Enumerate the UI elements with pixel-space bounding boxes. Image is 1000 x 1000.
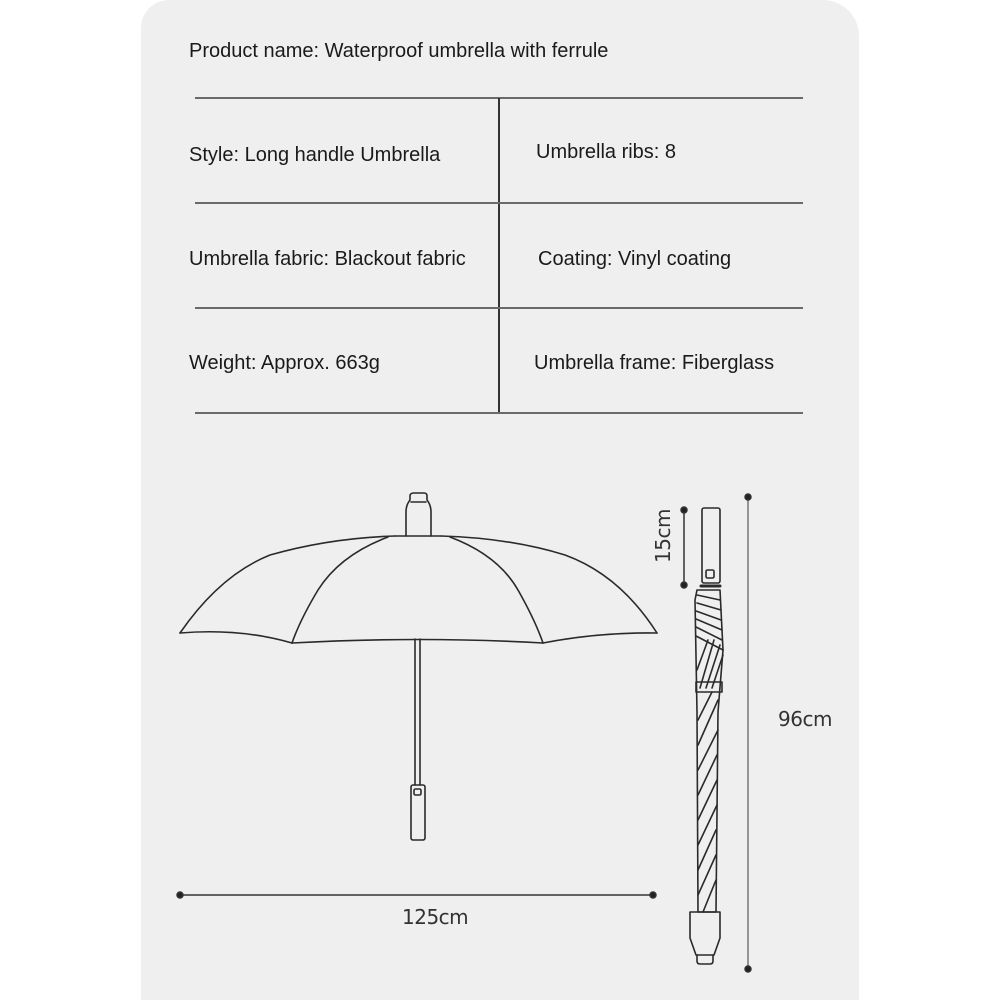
shaft-icon <box>415 639 420 785</box>
spec-style: Style: Long handle Umbrella <box>189 144 441 166</box>
spec-ribs: Umbrella ribs: 8 <box>536 141 677 163</box>
spec-frame: Umbrella frame: Fiberglass <box>534 352 775 374</box>
open-canopy-icon <box>180 536 657 643</box>
spec-coating: Coating: Vinyl coating <box>538 248 732 270</box>
closed-umbrella-icon <box>690 508 723 964</box>
spec-fabric: Umbrella fabric: Blackout fabric <box>189 248 466 270</box>
length-dimension-line <box>745 494 751 972</box>
handle-icon <box>411 785 425 840</box>
handle-length-label: 15cm <box>651 509 675 563</box>
length-label: 96cm <box>778 707 832 731</box>
width-dimension-line <box>177 892 656 898</box>
ferrule-icon <box>406 493 431 536</box>
spec-weight: Weight: Approx. 663g <box>189 352 380 374</box>
width-label: 125cm <box>402 905 469 929</box>
product-name: Product name: Waterproof umbrella with ferrule <box>189 40 609 62</box>
handle-dimension-line <box>681 507 687 588</box>
